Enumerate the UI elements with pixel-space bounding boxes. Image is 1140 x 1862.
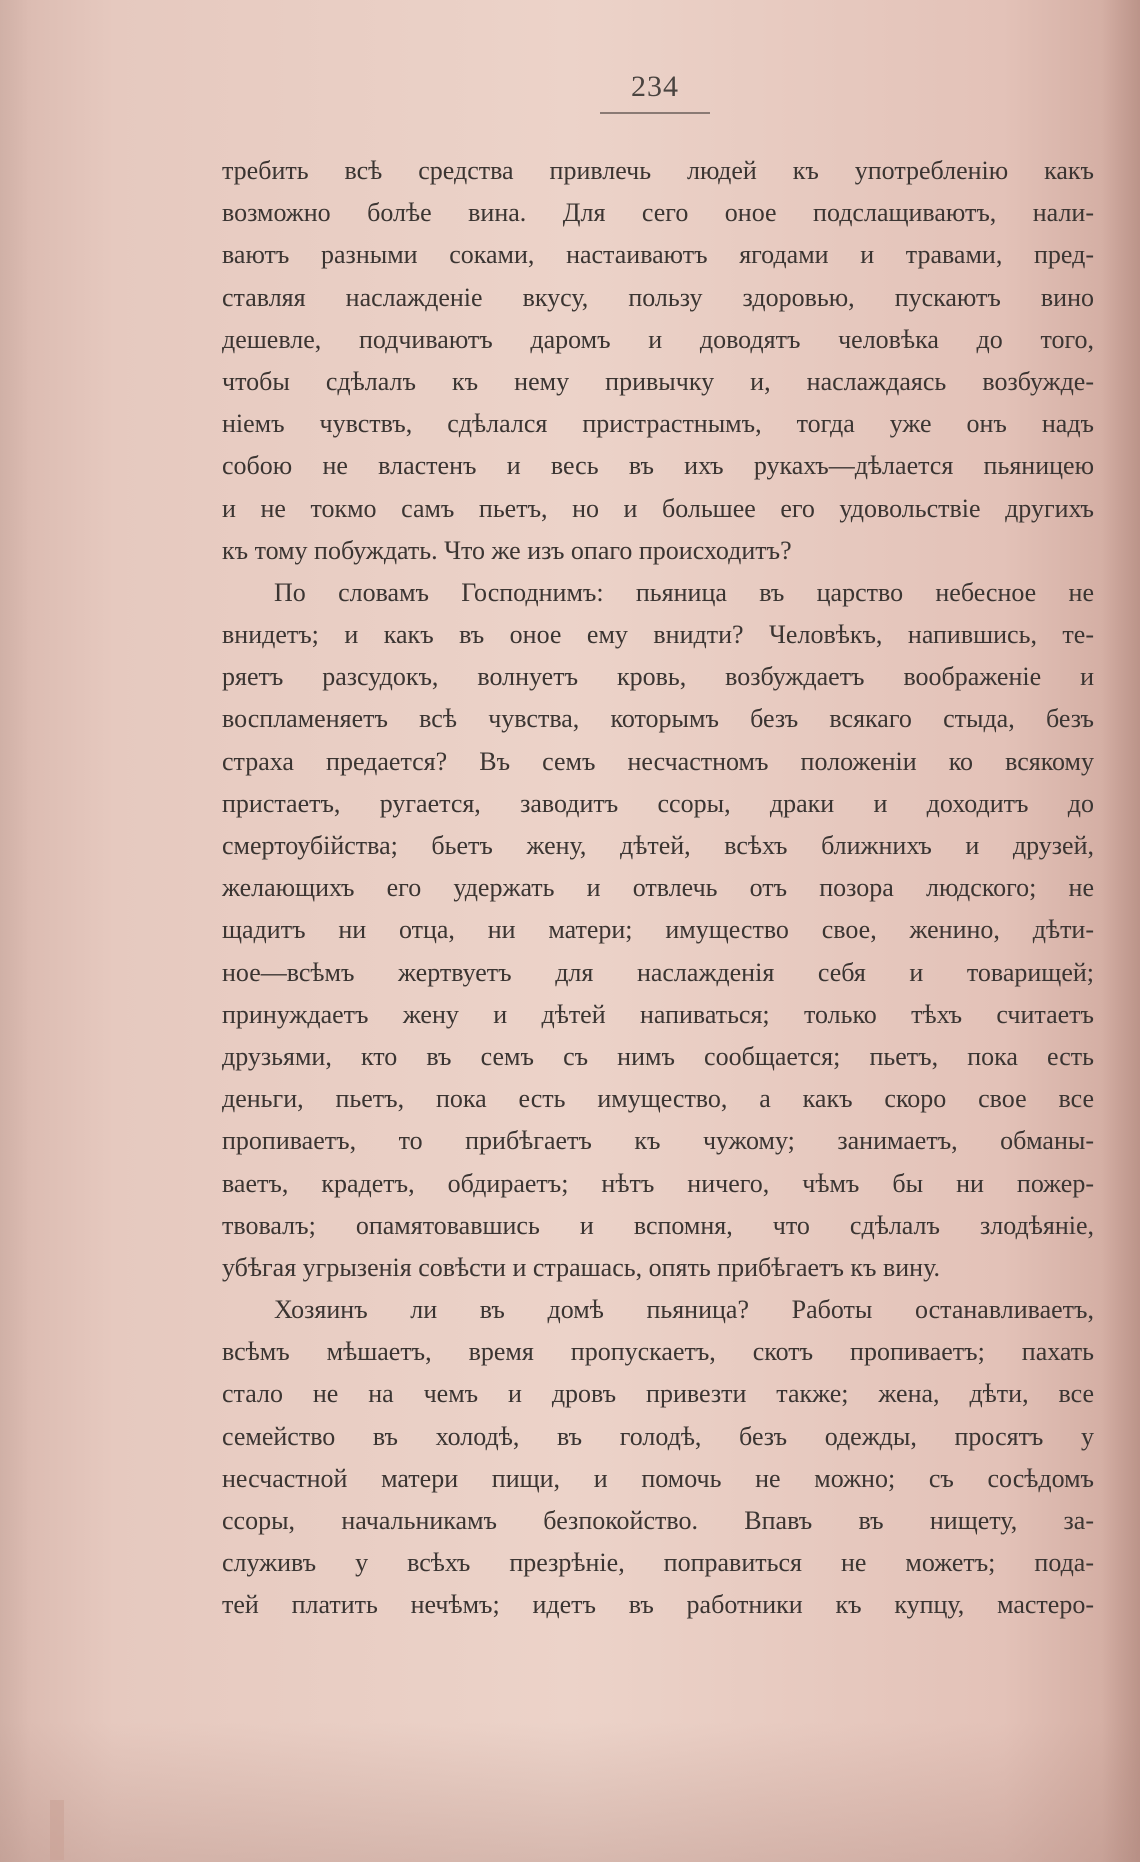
scan-shadow-left — [0, 0, 30, 1862]
text-line: ряетъ разсудокъ, волнуетъ кровь, возбуждаетъ воображеніе и — [222, 662, 1094, 692]
page-number-rule — [600, 112, 710, 114]
text-line: всѣмъ мѣшаетъ, время пропускаетъ, скотъ пропиваетъ; пахать — [222, 1337, 1094, 1367]
text-line: твовалъ; опамятовавшись и вспомня, что сдѣлалъ злодѣяніе, — [222, 1210, 1094, 1240]
text-line: ссоры, начальникамъ безпокойство. Впавъ въ нищету, за- — [222, 1506, 1094, 1535]
text-line: ное—всѣмъ жертвуетъ для наслажденія себя и товарищей; — [222, 957, 1094, 987]
text-line: убѣгая угрызенія совѣсти и страшась, опять прибѣгаетъ къ вину. — [222, 1252, 940, 1282]
text-line: и не токмо самъ пьетъ, но и большее его удовольствіе другихъ — [222, 493, 1094, 523]
text-line: принуждаетъ жену и дѣтей напиваться; только тѣхъ считаетъ — [222, 999, 1094, 1029]
text-line: страха предается? Въ семъ несчастномъ положеніи ко всякому — [222, 746, 1094, 776]
text-line: ніемъ чувствъ, сдѣлался пристрастнымъ, тогда уже онъ надъ — [222, 409, 1094, 439]
paragraph-start-line: По словамъ Господнимъ: пьяница въ царство небесное не — [274, 577, 1094, 607]
text-line: ставляя наслажденіе вкусу, пользу здоровью, пускаютъ вино — [222, 282, 1094, 312]
text-line: деньги, пьетъ, пока есть имущество, а какъ скоро свое все — [222, 1084, 1094, 1114]
scan-shadow-right — [1102, 0, 1140, 1862]
text-line: воспламеняетъ всѣ чувства, которымъ безъ всякаго стыда, безъ — [222, 704, 1094, 734]
scan-binding-mark — [50, 1800, 64, 1860]
text-line: внидетъ; и какъ въ оное ему внидти? Человѣкъ, напившись, те- — [222, 620, 1094, 650]
text-line: пристаетъ, ругается, заводитъ ссоры, драки и доходитъ до — [222, 788, 1094, 818]
text-line: семейство въ холодѣ, въ голодѣ, безъ одежды, просятъ у — [222, 1421, 1094, 1451]
text-line: смертоубійства; бьетъ жену, дѣтей, всѣхъ ближнихъ и друзей, — [222, 831, 1094, 860]
text-line: служивъ у всѣхъ презрѣніе, поправиться не можетъ; пода- — [222, 1548, 1094, 1578]
scan-shadow-bottom — [0, 1722, 1140, 1862]
text-line: тей платить нечѣмъ; идетъ въ работники къ купцу, мастеро- — [222, 1590, 1094, 1620]
text-line: требить всѣ средства привлечь людей къ употребленію какъ — [222, 156, 1094, 185]
body-text — [222, 150, 1094, 1627]
paragraph-start-line: Хозяинъ ли въ домѣ пьяница? Работы останавливаетъ, — [274, 1295, 1094, 1325]
text-line: стало не на чемъ и дровъ привезти также; жена, дѣти, все — [222, 1379, 1094, 1409]
text-line: чтобы сдѣлалъ къ нему привычку и, наслаждаясь возбужде- — [222, 366, 1094, 396]
text-line: друзьями, кто въ семъ съ нимъ сообщается; пьетъ, пока есть — [222, 1041, 1094, 1071]
text-line: возможно болѣе вина. Для сего оное подслащиваютъ, нали- — [222, 198, 1094, 228]
text-line: ваетъ, крадетъ, обдираетъ; нѣтъ ничего, чѣмъ бы ни пожер- — [222, 1168, 1094, 1198]
text-line: желающихъ его удержать и отвлечь отъ позора людского; не — [222, 873, 1094, 903]
text-line: ваютъ разными соками, настаиваютъ ягодами и травами, пред- — [222, 240, 1094, 270]
text-line: щадитъ ни отца, ни матери; имущество свое, женино, дѣти- — [222, 915, 1094, 945]
text-line: пропиваетъ, то прибѣгаетъ къ чужому; занимаетъ, обманы- — [222, 1126, 1094, 1156]
text-line: собою не властенъ и весь въ ихъ рукахъ—дѣлается пьяницею — [222, 451, 1094, 481]
page-number: 234 — [631, 70, 679, 103]
text-line: къ тому побуждать. Что же изъ опаго происходитъ? — [222, 535, 792, 565]
text-line: дешевле, подчиваютъ даромъ и доводятъ человѣка до того, — [222, 324, 1094, 354]
text-line: несчастной матери пищи, и помочь не можно; съ сосѣдомъ — [222, 1463, 1094, 1493]
